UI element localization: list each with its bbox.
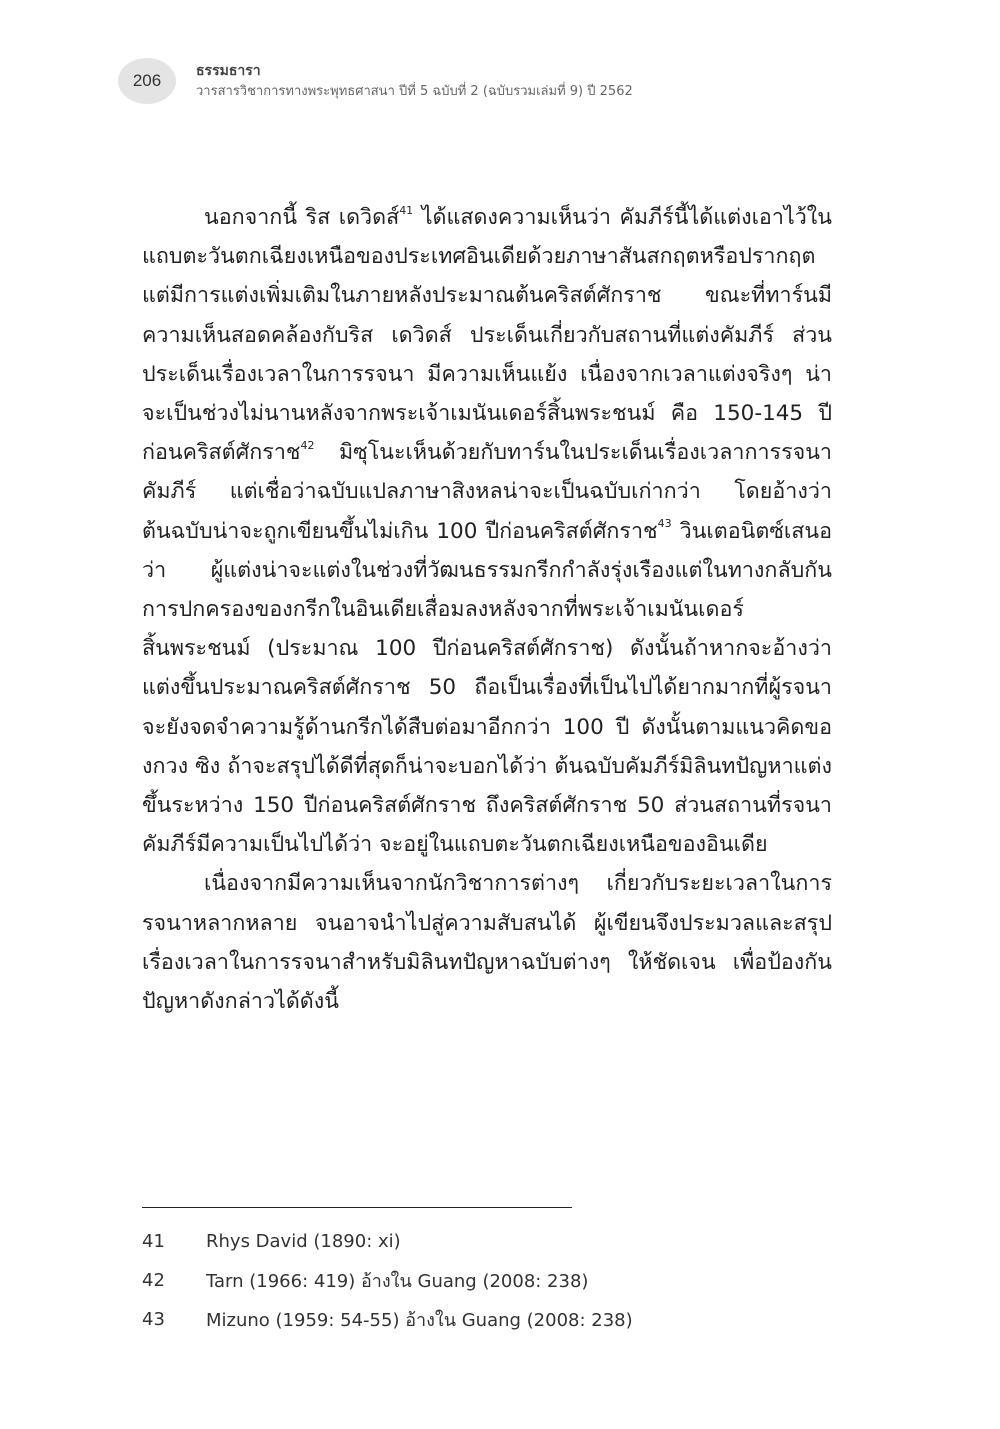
footnote-text: Mizuno (1959: 54-55) อ้างใน Guang (2008: 238) — [206, 1310, 633, 1331]
journal-name: ธรรมธารา — [196, 63, 261, 79]
footnotes — [142, 1222, 832, 1339]
paragraph-1-part-c: มิซุโนะเห็นด้วยกับทาร์นในประเด็นเรื่องเวลาการรจนาคัมภีร์ แต่เชื่อว่าฉบับแปลภาษาสิงหลน่าจะเป็นฉบับเก่ากว่า โดยอ้างว่าต้นฉบับน่าจะถูกเขียนขึ้นไม่เกิน 100 ปีก่อนคริสต์ศักราช — [142, 440, 832, 544]
page-number-badge — [118, 58, 176, 104]
footnote-ref-41: 41 — [399, 203, 414, 217]
footnote-divider — [142, 1207, 572, 1208]
running-header — [196, 62, 633, 100]
paragraph-2: เนื่องจากมีความเห็นจากนักวิชาการต่างๆ เกี่ยวกับระยะเวลาในการรจนาหลากหลาย จนอาจนำไปสู่ความสับสนได้ ผู้เขียนจึงประมวลและสรุปเรื่องเวลาในการรจนาสำหรับมิลินทปัญหาฉบับต่างๆ ให้ชัดเจน เพื่อป้องกันปัญหาดังกล่าวได้ดังนี้ — [142, 871, 832, 1015]
footnote-text: Rhys David (1890: xi) — [206, 1231, 401, 1252]
page-number: 206 — [132, 71, 162, 90]
footnote-ref-43: 43 — [657, 517, 672, 531]
journal-issue: วารสารวิชาการทางพระพุทธศาสนา ปีที่ 5 ฉบับที่ 2 (ฉบับรวมเล่มที่ 9) ปี 2562 — [196, 84, 633, 99]
footnote-number: 43 — [142, 1309, 165, 1330]
paragraph-1 — [142, 198, 832, 864]
footnote-number: 41 — [142, 1231, 165, 1252]
paragraph-1-part-d: วินเตอนิตซ์เสนอว่า ผู้แต่งน่าจะแต่งในช่วงที่วัฒนธรรมกรีกกำลังรุ่งเรืองแต่ในทางกลับกัน การปกครองของกรีกในอินเดียเสื่อมลงหลังจากที่พระเจ้าเมนันเดอร์สิ้นพระชนม์ (ประมาณ 100 ปีก่อนคริสต์ศักราช) ดังนั้นถ้าหากจะอ้างว่า แต่งขึ้นประมาณคริสต์ศักราช 50 ถือเป็นเรื่องที่เป็นไปได้ยากมากที่ผู้รจนาจะยังจดจำความรู้ด้านกรีกได้สืบต่อมาอีกกว่า 100 ปี ดังนั้นตามแนวคิดของกวง ซิง ถ้าจะสรุปได้ดีที่สุดก็น่าจะบอกได้ว่า ต้นฉบับคัมภีร์มิลินทปัญหาแต่งขึ้นระหว่าง 150 ปีก่อนคริสต์ศักราช ถึงคริสต์ศักราช 50 ส่วนสถานที่รจนาคัมภีร์มีความเป็นไปได้ว่า จะอยู่ในแถบตะวันตกเฉียงเหนือของอินเดีย — [142, 518, 832, 858]
paragraph-1-part-b: ได้แสดงความเห็นว่า คัมภีร์นี้ได้แต่งเอาไว้ในแถบตะวันตกเฉียงเหนือของประเทศอินเดียด้วยภาษาสันสกฤตหรือปรากฤต แต่มีการแต่งเพิ่มเติมในภายหลังประมาณต้นคริสต์ศักราช ขณะที่ทาร์นมีความเห็นสอดคล้องกับริส เดวิดส์ ประเด็นเกี่ยวกับสถานที่แต่งคัมภีร์ ส่วนประเด็นเรื่องเวลาในการรจนา มีความเห็นแย้ง เนื่องจากเวลาแต่งจริงๆ น่าจะเป็นช่วงไม่นานหลังจากพระเจ้าเมนันเดอร์สิ้นพระชนม์ คือ 150-145 ปีก่อนคริสต์ศักราช — [142, 205, 832, 466]
body-text — [142, 198, 832, 1021]
footnote-41 — [142, 1222, 832, 1261]
footnote-ref-42: 42 — [300, 439, 315, 453]
footnote-43 — [142, 1300, 832, 1339]
footnote-number: 42 — [142, 1270, 165, 1291]
paragraph-1-part-a: นอกจากนี้ ริส เดวิดส์ — [204, 205, 400, 230]
footnote-text: Tarn (1966: 419) อ้างใน Guang (2008: 238) — [206, 1271, 589, 1292]
footnote-42 — [142, 1261, 832, 1300]
